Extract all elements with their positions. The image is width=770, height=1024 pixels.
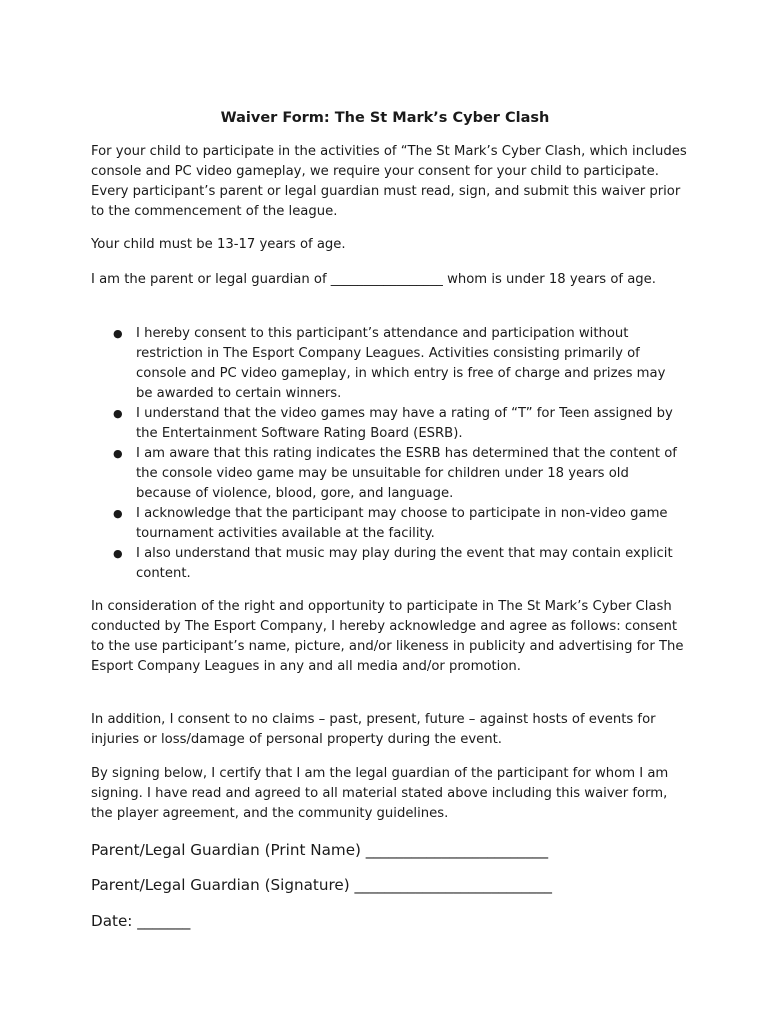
bullet-icon: ●: [113, 327, 123, 340]
consent-bullet-list: [91, 324, 681, 584]
bullet-icon: ●: [113, 547, 123, 560]
bullet-text: I hereby consent to this participant’s attendance and participation without restriction in The Esport Company Leagues. Activities consisting primarily of console and PC video gameplay, in which entry is free of charge and prizes may be awarded to certain winners.: [136, 326, 666, 401]
document-title: Waiver Form: The St Mark’s Cyber Clash: [220, 110, 550, 126]
bullet-icon: ●: [113, 447, 123, 460]
date-line: Date: _______: [91, 912, 191, 930]
signature-line: Parent/Legal Guardian (Signature) __________________________: [91, 876, 552, 894]
claims-paragraph: In addition, I consent to no claims – past, present, future – against hosts of events for injuries or loss/damage of personal property during the event.: [91, 712, 656, 747]
bullet-item: [91, 444, 681, 504]
bullet-text: I acknowledge that the participant may choose to participate in non-video game tournament activities available at the facility.: [136, 506, 668, 541]
guardian-statement-paragraph: I am the parent or legal guardian of _________________ whom is under 18 years of age.: [91, 272, 656, 287]
bullet-item: [91, 544, 681, 584]
bullet-item: [91, 504, 681, 544]
consideration-paragraph: In consideration of the right and opportunity to participate in The St Mark’s Cyber Clash conducted by The Esport Company, I hereby acknowledge and agree as follows: consent to the use participant’s name, picture, and/or likeness in publicity and advertising for The Esport Company Leagues in any and all media and/or promotion.: [91, 599, 684, 674]
bullet-icon: ●: [113, 507, 123, 520]
bullet-item: [91, 404, 681, 444]
bullet-text: I understand that the video games may have a rating of “T” for Teen assigned by the Entertainment Software Rating Board (ESRB).: [136, 406, 673, 441]
age-requirement-paragraph: Your child must be 13-17 years of age.: [91, 237, 346, 252]
intro-paragraph: For your child to participate in the activities of “The St Mark’s Cyber Clash, which includes console and PC video gameplay, we require your consent for your child to participate. Every participant’s parent or legal guardian must read, sign, and submit this waiver prior to the commencement of the league.: [91, 144, 687, 219]
certification-paragraph: By signing below, I certify that I am the legal guardian of the participant for whom I am signing. I have read and agreed to all material stated above including this waiver form, the player agreement, and the community guidelines.: [91, 766, 669, 821]
print-name-line: Parent/Legal Guardian (Print Name) ________________________: [91, 841, 549, 859]
bullet-text: I also understand that music may play during the event that may contain explicit content.: [136, 546, 673, 581]
bullet-text: I am aware that this rating indicates the ESRB has determined that the content of the console video game may be unsuitable for children under 18 years old because of violence, blood, gore, and language.: [136, 446, 677, 501]
bullet-item: [91, 324, 681, 404]
bullet-icon: ●: [113, 407, 123, 420]
